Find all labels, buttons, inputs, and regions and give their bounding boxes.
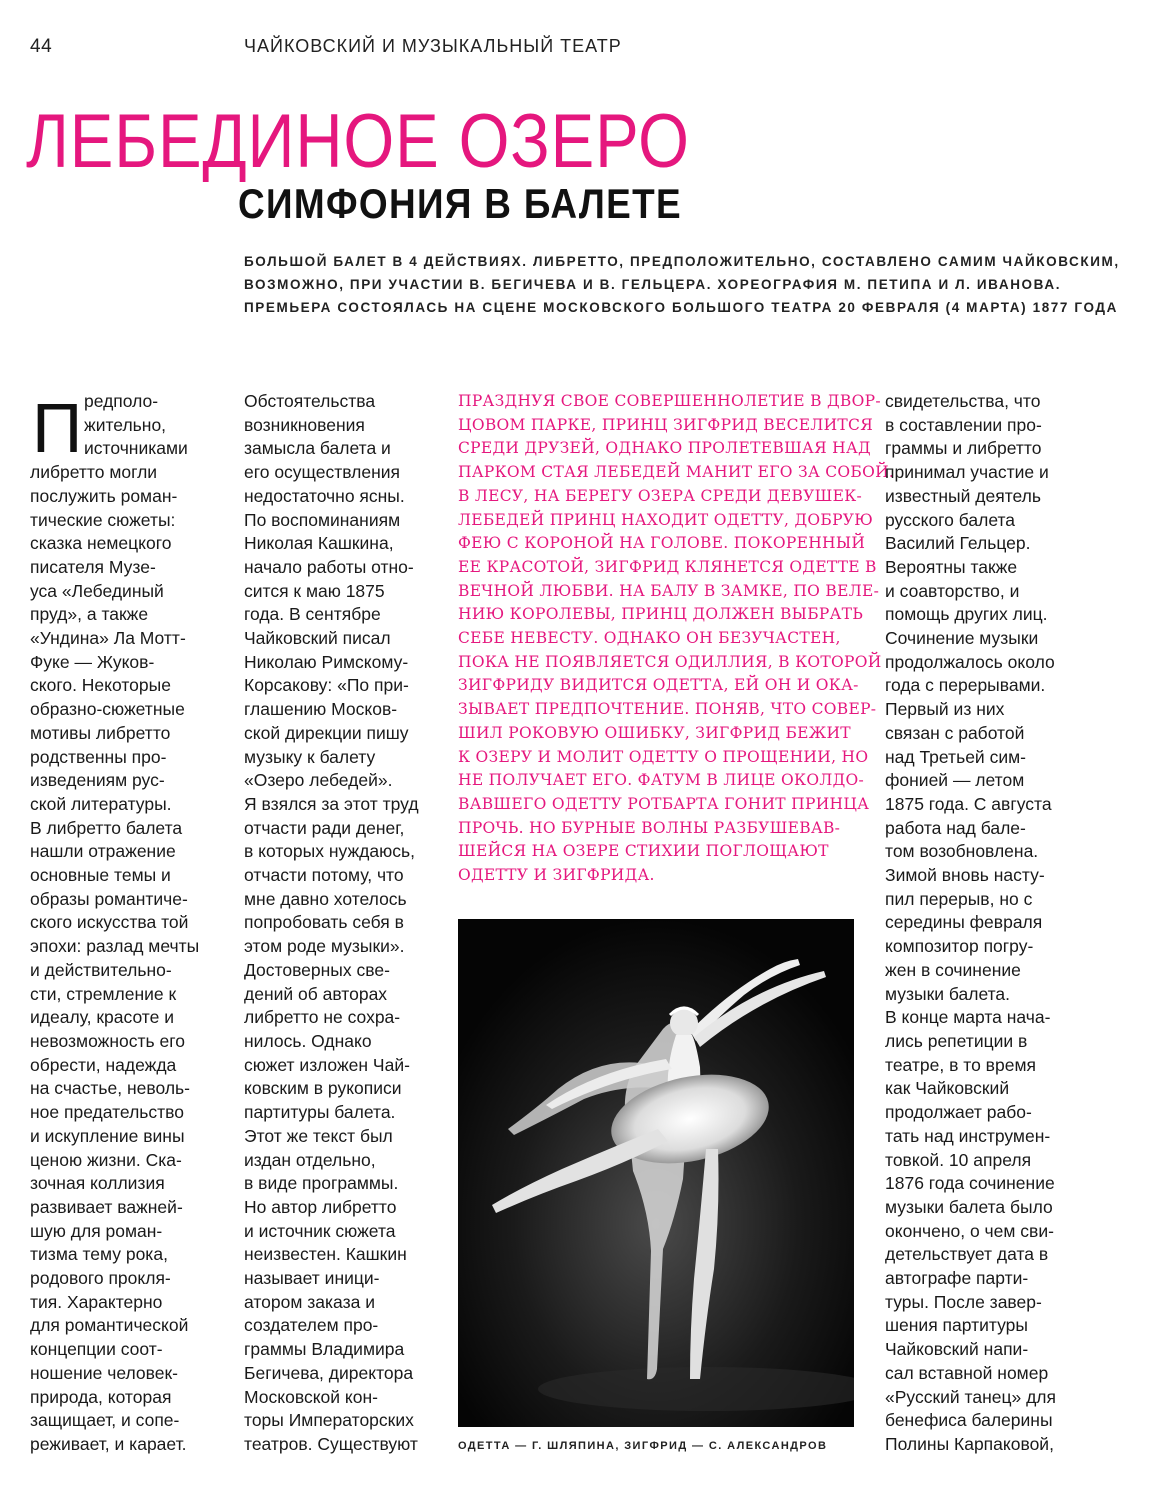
text-line: 1875 года. С августа xyxy=(885,793,1052,814)
text-line: ВЕЧНОЙ ЛЮБВИ. НА БАЛУ В ЗАМКЕ, ПО ВЕЛЕ- xyxy=(458,581,880,600)
text-line: «Ундина» Ла Мотт- xyxy=(30,628,186,649)
text-line: ЕЕ КРАСОТОЙ, ЗИГФРИД КЛЯНЕТСЯ ОДЕТТЕ В xyxy=(458,557,877,576)
text-line: зочная коллизия xyxy=(30,1173,165,1194)
text-line: К ОЗЕРУ И МОЛИТ ОДЕТТУ О ПРОЩЕНИИ, НО xyxy=(458,747,869,766)
text-line: жен в сочинение xyxy=(885,959,1021,980)
text-line: ЗИГФРИДУ ВИДИТСЯ ОДЕТТА, ЕЙ ОН И ОКА- xyxy=(458,676,859,695)
text-line: «Русский танец» для xyxy=(885,1386,1056,1407)
text-line: В либретто балета xyxy=(30,817,183,838)
text-line: Первый из них xyxy=(885,699,1005,720)
text-line: глашению Москов- xyxy=(244,699,398,720)
text-line: ковским в рукописи xyxy=(244,1078,402,1099)
text-line: на счастье, неволь- xyxy=(30,1078,191,1099)
text-line: его осуществления xyxy=(244,462,401,483)
text-line: ской литературы. xyxy=(30,793,172,814)
text-line: мне давно хотелось xyxy=(244,888,407,909)
text-line: года с перерывами. xyxy=(885,675,1046,696)
text-line: называет иници- xyxy=(244,1268,380,1289)
intro-line: ПРЕМЬЕРА СОСТОЯЛАСЬ НА СЦЕНЕ МОСКОВСКОГО БОЛЬШОГО ТЕАТРА 20 ФЕВРАЛЯ (4 МАРТА) 1877 ГОДА xyxy=(244,300,1118,315)
text-column-1 xyxy=(30,390,220,1457)
text-line: шую для роман- xyxy=(30,1220,163,1241)
text-line: СЕБЕ НЕВЕСТУ. ОДНАКО ОН БЕЗУЧАСТЕН, xyxy=(458,629,841,648)
text-line: начало работы отно- xyxy=(244,556,414,577)
text-line: родственны про- xyxy=(30,746,167,767)
article-subtitle: СИМФОНИЯ В БАЛЕТЕ xyxy=(238,180,682,227)
text-line: ПРОЧЬ. НО БУРНЫЕ ВОЛНЫ РАЗБУШЕВАВ- xyxy=(458,818,841,837)
text-line: сти, стремление к xyxy=(30,983,177,1004)
text-line: работа над бале- xyxy=(885,817,1026,838)
text-line: туры. После завер- xyxy=(885,1291,1042,1312)
text-line: партитуры балета. xyxy=(244,1102,396,1123)
text-column-4 xyxy=(885,390,1085,1457)
text-line: Сочинение музыки xyxy=(885,628,1039,649)
text-line: Корсакову: «По при- xyxy=(244,675,409,696)
text-line: идеалу, красоте и xyxy=(30,1007,174,1028)
text-line: театре, в то время xyxy=(885,1054,1036,1075)
text-line: Достоверных све- xyxy=(244,959,390,980)
text-line: товкой. 10 апреля xyxy=(885,1149,1032,1170)
text-line: образно-сюжетные xyxy=(30,699,185,720)
text-line: ской дирекции пишу xyxy=(244,722,409,743)
text-line: связан с работой xyxy=(885,722,1025,743)
text-line: Чайковский писал xyxy=(244,628,391,649)
text-line: тизма тему рока, xyxy=(30,1244,168,1265)
text-line: продолжает рабо- xyxy=(885,1102,1032,1123)
ballet-dancers-image xyxy=(458,919,854,1427)
text-line: этом роде музыки». xyxy=(244,936,405,957)
text-line: образы романтиче- xyxy=(30,888,188,909)
text-line: Бегичева, директора xyxy=(244,1362,414,1383)
text-line: музыку к балету xyxy=(244,746,376,767)
text-line: реживает, и карает. xyxy=(30,1433,187,1454)
text-line: ЗЫВАЕТ ПРЕДПОЧТЕНИЕ. ПОНЯВ, ЧТО СОВЕР- xyxy=(458,700,877,719)
text-line: обрести, надежда xyxy=(30,1054,177,1075)
text-line: ВАВШЕГО ОДЕТТУ РОТБАРТА ГОНИТ ПРИНЦА xyxy=(458,794,870,813)
text-line: неизвестен. Кашкин xyxy=(244,1244,407,1265)
text-line: в составлении про- xyxy=(885,414,1042,435)
text-line: либретто не сохра- xyxy=(244,1007,401,1028)
text-line: В ЛЕСУ, НА БЕРЕГУ ОЗЕРА СРЕДИ ДЕВУШЕК- xyxy=(458,486,863,505)
text-line: торы Императорских xyxy=(244,1410,414,1431)
text-line: нилось. Однако xyxy=(244,1030,372,1051)
text-line: ШИЛ РОКОВУЮ ОШИБКУ, ЗИГФРИД БЕЖИТ xyxy=(458,723,851,742)
synopsis-column xyxy=(458,390,895,888)
text-line: ное предательство xyxy=(30,1102,185,1123)
text-line: в виде программы. xyxy=(244,1173,399,1194)
text-line: Этот же текст был xyxy=(244,1125,393,1146)
text-line: ского. Некоторые xyxy=(30,675,171,696)
intro-lead xyxy=(244,250,1144,319)
text-line: и источник сюжета xyxy=(244,1220,396,1241)
ballet-photo xyxy=(458,919,854,1427)
text-line: детельствует дата в xyxy=(885,1244,1049,1265)
text-line: жительно, xyxy=(84,414,167,435)
text-line: ЦОВОМ ПАРКЕ, ПРИНЦ ЗИГФРИД ВЕСЕЛИТСЯ xyxy=(458,415,874,434)
text-line: года. В сентябре xyxy=(244,604,381,625)
text-line: лись репетиции в xyxy=(885,1030,1028,1051)
text-line: граммы Владимира xyxy=(244,1339,405,1360)
intro-line: ВОЗМОЖНО, ПРИ УЧАСТИИ В. БЕГИЧЕВА И В. ГЕЛЬЦЕРА. ХОРЕОГРАФИЯ М. ПЕТИПА И Л. ИВАНОВА. xyxy=(244,277,1062,292)
text-line: бенефиса балерины xyxy=(885,1410,1053,1431)
text-line: русского балета xyxy=(885,509,1016,530)
text-line: возникновения xyxy=(244,414,365,435)
text-line: Николаю Римскому- xyxy=(244,651,409,672)
text-line: концепции соот- xyxy=(30,1339,163,1360)
text-line: изведениям рус- xyxy=(30,770,165,791)
text-line: известный деятель xyxy=(885,485,1041,506)
text-line: Я взялся за этот труд xyxy=(244,793,419,814)
text-line: Вероятны также xyxy=(885,556,1018,577)
text-line: атором заказа и xyxy=(244,1291,375,1312)
text-line: родового прокля- xyxy=(30,1268,171,1289)
text-line: «Озеро лебедей». xyxy=(244,770,393,791)
text-line: ЛЕБЕДЕЙ ПРИНЦ НАХОДИТ ОДЕТТУ, ДОБРУЮ xyxy=(458,510,874,529)
text-line: окончено, о чем сви- xyxy=(885,1220,1054,1241)
text-line: уса «Лебединый xyxy=(30,580,164,601)
text-line: сказка немецкого xyxy=(30,533,172,554)
page-number: 44 xyxy=(30,36,53,57)
text-line: Московской кон- xyxy=(244,1386,378,1407)
text-line: По воспоминаниям xyxy=(244,509,401,530)
text-line: Но автор либретто xyxy=(244,1196,397,1217)
text-line: либретто могли xyxy=(30,462,158,483)
text-line: и действительно- xyxy=(30,959,172,980)
text-line: создателем про- xyxy=(244,1315,379,1336)
text-line: музыки балета было xyxy=(885,1196,1053,1217)
drop-cap: П xyxy=(32,389,83,467)
text-line: ПАРКОМ СТАЯ ЛЕБЕДЕЙ МАНИТ ЕГО ЗА СОБОЙ. xyxy=(458,463,895,482)
text-line: дений об авторах xyxy=(244,983,388,1004)
text-line: Чайковский напи- xyxy=(885,1339,1029,1360)
text-line: автографе парти- xyxy=(885,1268,1029,1289)
text-line: основные темы и xyxy=(30,865,171,886)
text-line: ШЕЙСЯ НА ОЗЕРЕ СТИХИИ ПОГЛОЩАЮТ xyxy=(458,842,829,861)
text-line: свидетельства, что xyxy=(885,391,1041,411)
photo-caption: ОДЕТТА — Г. ШЛЯПИНА, ЗИГФРИД — С. АЛЕКСАНДРОВ xyxy=(458,1440,828,1452)
text-line: принимал участие и xyxy=(885,462,1049,483)
text-line: продолжалось около xyxy=(885,651,1055,672)
text-line: пил перерыв, но с xyxy=(885,888,1033,909)
text-line: сюжет изложен Чай- xyxy=(244,1054,410,1075)
text-line: том возобновлена. xyxy=(885,841,1039,862)
text-line: помощь других лиц. xyxy=(885,604,1048,625)
text-line: эпохи: разлад мечты xyxy=(30,936,200,957)
text-line: развивает важней- xyxy=(30,1196,183,1217)
text-column-2 xyxy=(244,390,434,1457)
text-line: СРЕДИ ДРУЗЕЙ, ОДНАКО ПРОЛЕТЕВШАЯ НАД xyxy=(458,439,871,458)
text-line: над Третьей сим- xyxy=(885,746,1026,767)
text-line: сал вставной номер xyxy=(885,1362,1049,1383)
text-line: ОДЕТТУ И ЗИГФРИДА. xyxy=(458,866,655,885)
text-line: отчасти ради денег, xyxy=(244,817,405,838)
text-line: источниками xyxy=(84,438,188,459)
text-line: ценою жизни. Ска- xyxy=(30,1149,182,1170)
text-line: пруд», а также xyxy=(30,604,149,625)
text-line: ского искусства той xyxy=(30,912,189,933)
text-line: граммы и либретто xyxy=(885,438,1042,459)
text-line: писателя Музе- xyxy=(30,556,156,577)
text-line: НЕ ПОЛУЧАЕТ ЕГО. ФАТУМ В ЛИЦЕ ОКОЛДО- xyxy=(458,771,865,790)
intro-line: БОЛЬШОЙ БАЛЕТ В 4 ДЕЙСТВИЯХ. ЛИБРЕТТО, ПРЕДПОЛОЖИТЕЛЬНО, СОСТАВЛЕНО САМИМ ЧАЙКОВСКИМ, xyxy=(244,254,1120,269)
text-line: В конце марта нача- xyxy=(885,1007,1051,1028)
text-line: фонией — летом xyxy=(885,770,1025,791)
text-line: мотивы либретто xyxy=(30,722,171,743)
text-line: середины февраля xyxy=(885,912,1043,933)
text-line: и искупление вины xyxy=(30,1125,185,1146)
text-line: тические сюжеты: xyxy=(30,509,176,530)
text-line: в которых нуждаюсь, xyxy=(244,841,415,862)
text-line: Николая Кашкина, xyxy=(244,533,394,554)
text-line: Фуке — Жуков- xyxy=(30,651,155,672)
text-line: издан отдельно, xyxy=(244,1149,376,1170)
text-line: и соавторство, и xyxy=(885,580,1020,601)
text-line: недостаточно ясны. xyxy=(244,485,405,506)
text-line: природа, которая xyxy=(30,1386,172,1407)
text-line: замысла балета и xyxy=(244,438,391,459)
running-head: ЧАЙКОВСКИЙ И МУЗЫКАЛЬНЫЙ ТЕАТР xyxy=(244,36,622,56)
text-line: защищает, и сопе- xyxy=(30,1410,180,1431)
text-line: Зимой вновь насту- xyxy=(885,865,1045,886)
text-line: тать над инструмен- xyxy=(885,1125,1051,1146)
text-line: шения партитуры xyxy=(885,1315,1028,1336)
text-line: невозможность его xyxy=(30,1030,185,1051)
text-line: ФЕЮ С КОРОНОЙ НА ГОЛОВЕ. ПОКОРЕННЫЙ xyxy=(458,534,866,553)
text-line: отчасти потому, что xyxy=(244,865,404,886)
article-title: ЛЕБЕДИНОЕ ОЗЕРО xyxy=(26,99,690,184)
text-line: тия. Характерно xyxy=(30,1291,163,1312)
text-line: попробовать себя в xyxy=(244,912,404,933)
text-line: сится к маю 1875 xyxy=(244,580,385,601)
text-line: театров. Существуют xyxy=(244,1433,418,1454)
text-line: Василий Гельцер. xyxy=(885,533,1031,554)
text-line: композитор погру- xyxy=(885,936,1034,957)
text-line: как Чайковский xyxy=(885,1078,1010,1099)
text-line: редполо- xyxy=(84,391,159,411)
text-line: ношение человек- xyxy=(30,1362,178,1383)
text-line: Обстоятельства xyxy=(244,391,376,411)
text-line: послужить роман- xyxy=(30,485,178,506)
text-line: НИЮ КОРОЛЕВЫ, ПРИНЦ ДОЛЖЕН ВЫБРАТЬ xyxy=(458,605,864,624)
text-line: ПОКА НЕ ПОЯВЛЯЕТСЯ ОДИЛЛИЯ, В КОТОРОЙ xyxy=(458,652,882,671)
text-line: ПРАЗДНУЯ СВОЕ СОВЕРШЕННОЛЕТИЕ В ДВОР- xyxy=(458,392,881,410)
text-line: музыки балета. xyxy=(885,983,1011,1004)
text-line: для романтической xyxy=(30,1315,189,1336)
text-line: Полины Карпаковой, xyxy=(885,1433,1054,1454)
text-line: 1876 года сочинение xyxy=(885,1173,1055,1194)
text-line: нашли отражение xyxy=(30,841,176,862)
